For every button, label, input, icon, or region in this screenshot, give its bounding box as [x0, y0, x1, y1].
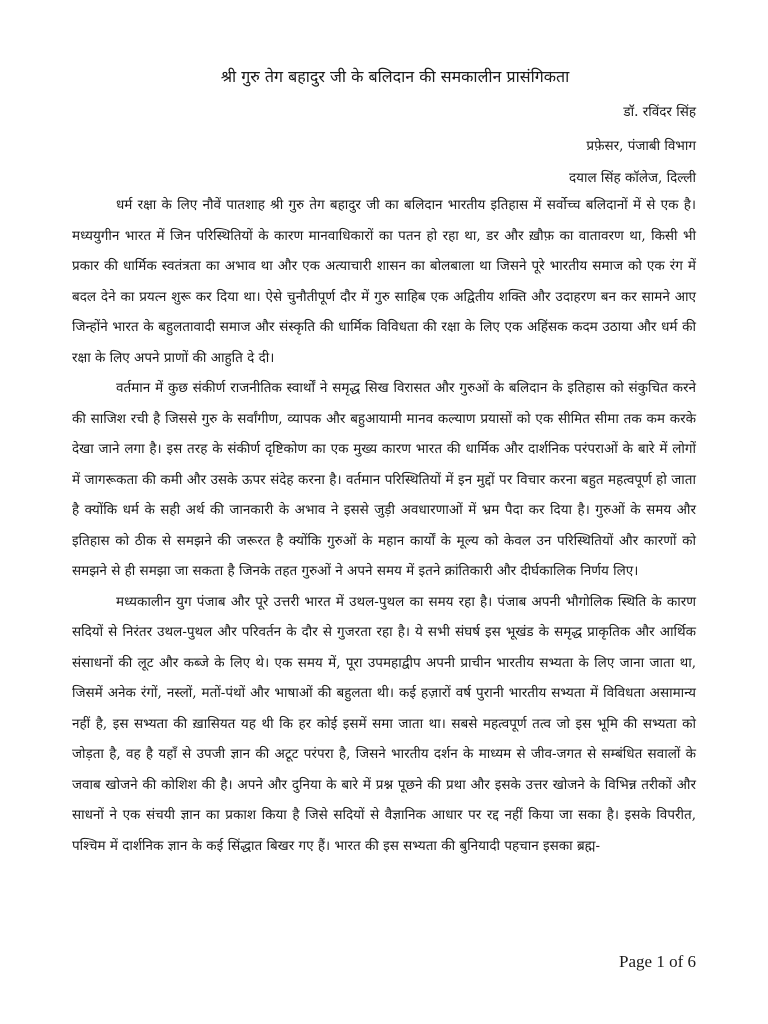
paragraph-3: मध्यकालीन युग पंजाब और पूरे उत्तरी भारत में उथल-पुथल का समय रहा है। पंजाब अपनी भौगोलिक स्थिति के कारण सदियों से निरंतर उथल-पुथल और परिवर्तन के दौर से गुजरता रहा है। ये सभी संघर्ष इस भूखंड के समृद्ध प्राकृतिक और आर्थिक संसाधनों की लूट और कब्जे के लिए थे। एक समय में, पूरा उपमहाद्वीप अपनी प्राचीन भारतीय सभ्यता के लिए जाना जाता था, जिसमें अनेक रंगों, नस्लों, मतों-पंथों और भाषाओं की बहुलता थी। कई हज़ारों वर्ष पुरानी भारतीय सभ्यता में विविधता असामान्य नहीं है, इस सभ्यता की ख़ासियत यह थी कि हर कोई इसमें समा जाता था। सबसे महत्वपूर्ण तत्व जो इस भूमि की सभ्यता को जोड़ता है, वह है यहाँ से उपजी ज्ञान की अटूट परंपरा है, जिसने भारतीय दर्शन के माध्यम से जीव-जगत से सम्बंधित सवालों के जवाब खोजने की कोशिश की है। अपने और दुनिया के बारे में प्रश्न पूछने की प्रथा और इसके उत्तर खोजने के विभिन्न तरीकों और साधनों ने एक संचयी ज्ञान का प्रकाश किया है जिसे सदियों से वैज्ञानिक आधार पर रद्द नहीं किया जा सका है। इसके विपरीत, पश्चिम में दार्शनिक ज्ञान के कई सिंद्धात बिखर गए हैं। भारत की इस सभ्यता की बुनियादी पहचान इसका ब्रह्म-	[72, 593, 696, 854]
document-title: श्री गुरु तेग बहादुर जी के बलिदान की समकालीन प्रासंगिकता	[220, 67, 570, 86]
paragraph-2: वर्तमान में कुछ संकीर्ण राजनीतिक स्वार्थों ने समृद्ध सिख विरासत और गुरुओं के बलिदान के इतिहास को संकुचित करने की साजिश रची है जिससे गुरु के सर्वांगीण, व्यापक और बहुआयामी मानव कल्याण प्रयासों को एक सीमित सीमा तक कम करके देखा जाने लगा है। इस तरह के संकीर्ण दृष्टिकोण का एक मुख्य कारण भारत की धार्मिक और दार्शनिक परंपराओं के बारे में लोगों में जागरूकता की कमी और उसके ऊपर संदेह करना है। वर्तमान परिस्थितियों में इन मुद्दों पर विचार करना बहुत महत्वपूर्ण हो जाता है क्योंकि धर्म के सही अर्थ की जानकारी के अभाव ने इससे जुड़ी अवधारणाओं में भ्रम पैदा कर दिया है। गुरुओं के समय और इतिहास को ठीक से समझने की जरूरत है क्योंकि गुरुओं के महान कार्यों के मूल्य को केवल उन परिस्थितियों और कारणों को समझने से ही समझा जा सकता है जिनके तहत गुरुओं ने अपने समय में इतने क्रांतिकारी और दीर्घकालिक निर्णय लिए।	[72, 380, 696, 579]
paragraph-1: धर्म रक्षा के लिए नौवें पातशाह श्री गुरु तेग बहादुर जी का बलिदान भारतीय इतिहास में सर्वोच्च बलिदानों में से एक है। मध्ययुगीन भारत में जिन परिस्थितियों के कारण मानवाधिकारों का पतन हो रहा था, डर और ख़ौफ़ का वातावरण था, किसी भी प्रकार की धार्मिक स्वतंत्रता का अभाव था और एक अत्याचारी शासन का बोलबाला था जिसने पूरे भारतीय समाज को एक रंग में बदल देने का प्रयत्न शुरू कर दिया था। ऐसे चुनौतीपूर्ण दौर में गुरु साहिब एक अद्वितीय शक्ति और उदाहरण बन कर सामने आए जिन्होंने भारत के बहुलतावादी समाज और संस्कृति की धार्मिक विविधता की रक्षा के लिए एक अहिंसक कदम उठाया और धर्म की रक्षा के लिए अपने प्राणों की आहुति दे दी।	[72, 197, 696, 366]
author-college: दयाल सिंह कॉलेज, दिल्ली	[568, 170, 696, 186]
author-designation: प्रफ़ेसर, पंजाबी विभाग	[586, 138, 696, 154]
body-text	[72, 190, 696, 861]
author-name: डॉ. रविंदर सिंह	[623, 104, 696, 120]
page-number: Page 1 of 6	[619, 952, 696, 971]
